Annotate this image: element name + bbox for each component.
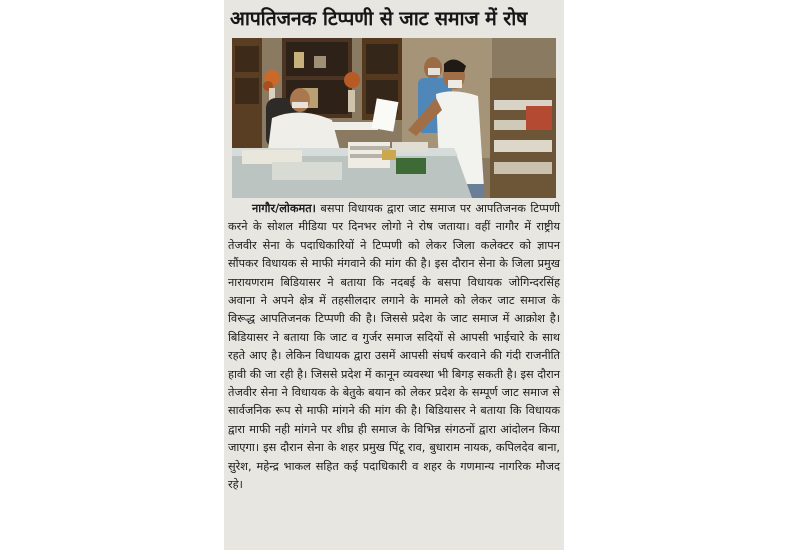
article-photo [232,38,556,198]
newspaper-clipping [224,0,564,550]
article-dateline: नागौर/लोकमत। [252,202,316,215]
article-headline: आपतिजनक टिप्पणी से जाट समाज में रोष [230,7,528,30]
article-body-text: बसपा विधायक द्वारा जाट समाज पर आपतिजनक टिप्पणी करने के सोशल मीडिया पर दिनभर लोगो ने रोष जताया। वहीं नागौर में राष्ट्रीय तेजवीर सेना के पदाधिकारियों ने टिप्पणी को लेकर जिला कलेक्टर को ज्ञापन सौंपकर विधायक से माफी मंगवाने की मांग की है। इस दौरान सेना के जिला प्रमुख नारायणराम बिडियासर ने बताया कि नदबई के बसपा विधायक जोगिन्दरसिंह अवाना ने अपने क्षेत्र में तहसीलदार लगाने के मामले को लेकर जाट समाज के विरूद्ध आपतिजनक टिप्पणी की है। जिससे प्रदेश के जाट समाज में आक्रोश है। बिडियासर ने बताया कि जाट व गुर्जर समाज सदियों से आपसी भाईचारे के साथ रहते आए है। लेकिन विधायक द्वारा उसमें आपसी संघर्ष करवाने की गंदी राजनीति हावी की जा रही है। जिससे प्रदेश में कानून व्यवस्था भी बिगड़ सकती है। इस दौरान तेजवीर सेना ने विधायक के बेतुके बयान को लेकर प्रदेश के सम्पूर्ण जाट समाज से सार्वजनिक रूप से माफी मांगने की मांग की है। बिडियासर ने बताया कि विधायक द्वारा माफी नही मांगने पर शीघ्र ही समाज के विभिन्न संगठनों द्वारा आंदोलन किया जाएगा। इस दौरान सेना के शहर प्रमुख पिंटू राव, बुधाराम नायक, कपिलदेव बाना, सुरेश, महेन्द्र भाकल सहित कई पदाधिकारी व शहर के गणमान्य नागरिक मौजद रहे। [228,202,560,492]
article-body [228,200,560,495]
